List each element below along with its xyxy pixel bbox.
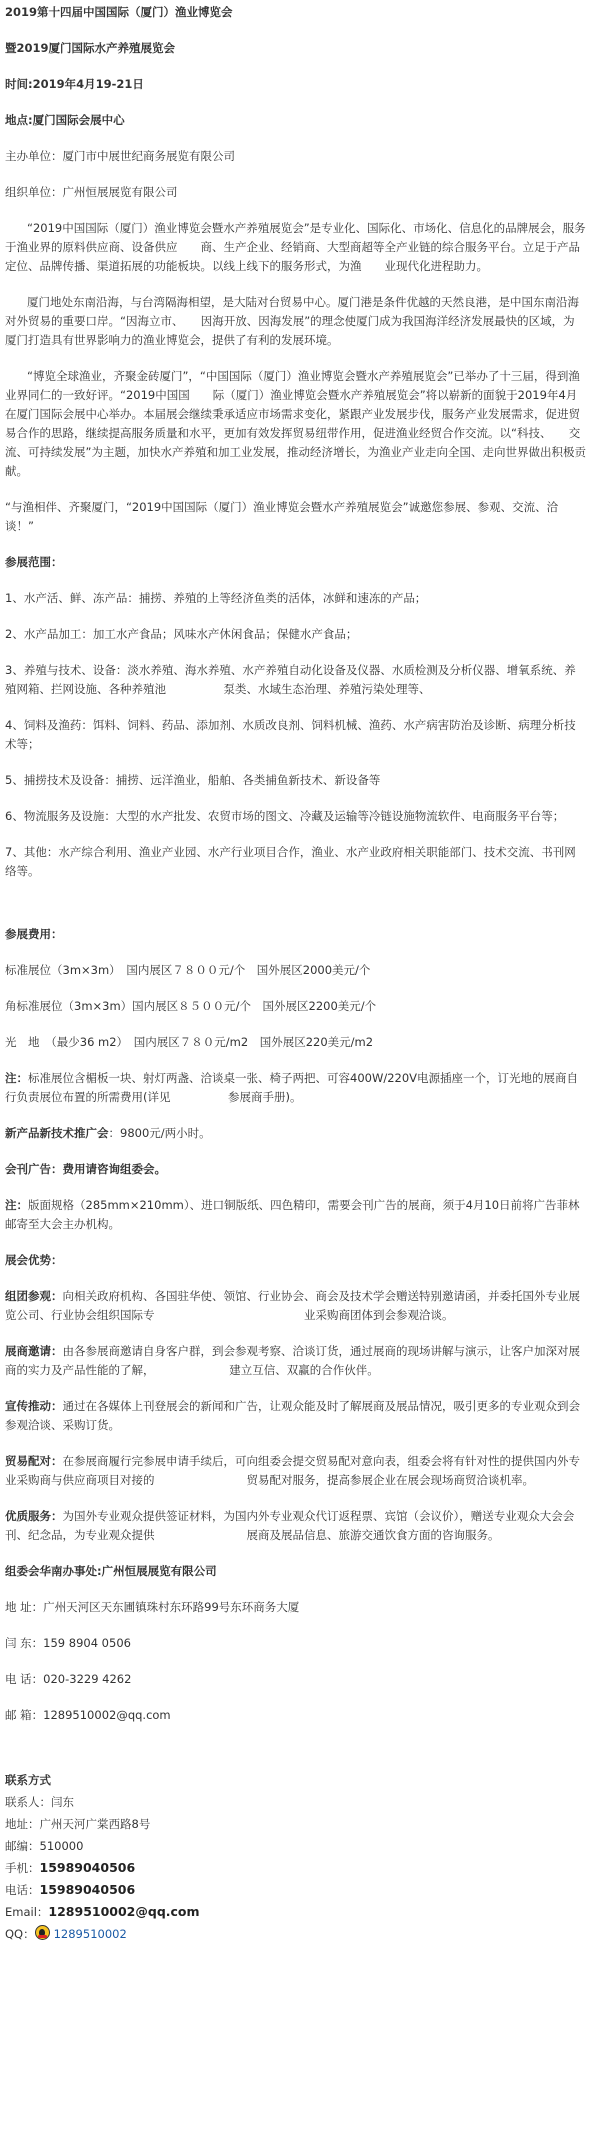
- launch-fee: [5, 1124, 586, 1143]
- intro-paragraph-3: “博览全球渔业，齐聚金砖厦门”，“中国国际（厦门）渔业博览会暨水产养殖展览会”已举办了十三届，得到渔业界同仁的一致好评。“2019中国国 际（厦门）渔业博览会暨水产养殖展览会”将以崭新的面貌于2019年4月在厦门国际会展中心举办。本届展会继续秉承适应市场需求变化，紧跟产业发展步伐，服务产业发展需求，促进贸易合作的思路，继续提高服务质量和水平，更加有效发挥贸易纽带作用，促进渔业经贸合作交流。以“科技、 交流、可持续发展”为主题，加快水产养殖和加工业发展，推动经济增长，为渔业产业走向全国、走向世界做出积极贡献。: [5, 369, 586, 478]
- advantage-item: [5, 1342, 586, 1380]
- contact-person: 联系人：闫东: [5, 1795, 74, 1809]
- ad-note: [5, 1196, 586, 1234]
- advantage-item: [5, 1397, 586, 1435]
- mobile-label: 手机：: [5, 1861, 40, 1875]
- event-venue: 地点:厦门国际会展中心: [5, 113, 125, 127]
- ad-note-text: 版面规格（285mm×210mm）、进口铜版纸、四色精印，需要会刊广告的展商，须于4月10日前将广告菲林邮寄至大会主办机构。: [5, 1198, 580, 1231]
- contact-section: [5, 1769, 586, 1945]
- tel-label: 电话：: [5, 1883, 40, 1897]
- fee-note-text: 标准展位含楣板一块、射灯两盏、洽谈桌一张、椅子两把、可容400W/220V电源插座一个，订光地的展商自行负责展位布置的所需费用(详见 参展商手册)。: [5, 1071, 579, 1104]
- advantage-label: 展商邀请：: [5, 1344, 63, 1358]
- launch-fee-text: ：9800元/两小时。: [108, 1126, 211, 1140]
- launch-fee-label: 新产品新技术推广会: [5, 1126, 109, 1140]
- scope-heading: 参展范围：: [5, 555, 63, 569]
- scope-item: 5、捕捞技术及设备：捕捞、远洋渔业，船舶、各类捕鱼新技术、新设备等: [5, 773, 381, 787]
- fees-heading: 参展费用：: [5, 927, 63, 941]
- contact-tel: [5, 1879, 586, 1901]
- contact-qq: [5, 1923, 586, 1945]
- scope-list: [5, 589, 586, 881]
- contact-postcode: 邮编：510000: [5, 1839, 84, 1853]
- scope-item: 3、养殖与技术、设备：淡水养殖、海水养殖、水产养殖自动化设备及仪器、水质检测及分析仪器、增氧系统、养殖网箱、拦网设施、各种养殖池 泵类、水域生态治理、养殖污染处理等、: [5, 663, 576, 696]
- intro-paragraph-1: “2019中国国际（厦门）渔业博览会暨水产养殖展览会”是专业化、国际化、市场化、信息化的品牌展会，服务于渔业界的原料供应商、设备供应 商、生产企业、经销商、大型商超等全产业链的综合服务平台。立足于产品定位、品牌传播、渠道拓展的功能板块。以线上线下的服务形式，为渔 业现代化进程助力。: [5, 221, 586, 273]
- fee-standard-booth: 标准展位（3m×3m） 国内展区７８００元/个 国外展区2000美元/个: [5, 963, 371, 977]
- mobile-value: 15989040506: [39, 1860, 136, 1875]
- contact-email: [5, 1901, 586, 1923]
- scope-item: 7、其他：水产综合利用、渔业产业园、水产行业项目合作，渔业、水产业政府相关职能部门、技术交流、书刊网络等。: [5, 845, 576, 878]
- host-unit: 主办单位：厦门市中展世纪商务展览有限公司: [5, 149, 235, 163]
- qq-label: QQ：: [5, 1927, 35, 1941]
- email-label: Email：: [5, 1905, 49, 1919]
- advantage-label: 宣传推动：: [5, 1399, 63, 1413]
- contact-heading: 联系方式: [5, 1773, 51, 1787]
- office-heading: 组委会华南办事处:广州恒展展览有限公司: [5, 1564, 217, 1578]
- title-2: 暨2019厦门国际水产养殖展览会: [5, 41, 176, 55]
- advantage-text: 为国外专业观众提供签证材料，为国内外专业观众代订返程票、宾馆（会议价），赠送专业观众大会会刊、纪念品，为专业观众提供 展商及展品信息、旅游交通饮食方面的咨询服务。: [5, 1509, 575, 1542]
- fee-raw-space: 光 地 （最少36 m2） 国内展区７８０元/m2 国外展区220美元/m2: [5, 1035, 374, 1049]
- title-1: 2019第十四届中国国际（厦门）渔业博览会: [5, 5, 233, 19]
- advantage-item: [5, 1452, 586, 1490]
- advantage-label: 贸易配对：: [5, 1454, 63, 1468]
- advantage-text: 在参展商履行完参展申请手续后，可向组委会提交贸易配对意向表，组委会将有针对性的提供国内外专业采购商与供应商项目对接的 贸易配对服务，提高参展企业在展会现场商贸洽谈机率。: [5, 1454, 580, 1487]
- qq-penguin-icon[interactable]: [35, 1925, 50, 1940]
- ad-note-label: 注：: [5, 1198, 28, 1212]
- contact-mobile: [5, 1857, 586, 1879]
- scope-item: 2、水产品加工：加工水产食品；风味水产休闲食品；保健水产食品；: [5, 627, 358, 641]
- office-address: 地 址：广州天河区天东圃镇珠村东环路99号东环商务大厦: [5, 1600, 300, 1614]
- email-value: 1289510002@qq.com: [48, 1904, 200, 1919]
- contact-address: 地址：广州天河广棠西路8号: [5, 1817, 151, 1831]
- advantages-heading: 展会优势：: [5, 1253, 63, 1267]
- advantage-text: 向相关政府机构、各国驻华使、领馆、行业协会、商会及技术学会赠送特别邀请函，并委托国外专业展览公司、行业协会组织国际专 业采购商团体到会参观洽谈。: [5, 1289, 580, 1322]
- fee-note-label: 注：: [5, 1071, 28, 1085]
- advantage-text: 由各参展商邀请自身客户群，到会参观考察、洽谈订货，通过展商的现场讲解与演示，让客户加深对展商的实力及产品性能的了解， 建立互信、双赢的合作伙伴。: [5, 1344, 580, 1377]
- scope-item: 6、物流服务及设施：大型的水产批发、农贸市场的图文、冷藏及运输等冷链设施物流软件、电商服务平台等；: [5, 809, 565, 823]
- qq-link[interactable]: 1289510002: [53, 1927, 127, 1941]
- advantage-label: 组团参观：: [5, 1289, 63, 1303]
- tel-value: 15989040506: [39, 1882, 136, 1897]
- fee-corner-booth: 角标准展位（3m×3m）国内展区８５００元/个 国外展区2200美元/个: [5, 999, 377, 1013]
- office-email: 邮 箱：1289510002@qq.com: [5, 1708, 171, 1722]
- organizer-unit: 组织单位：广州恒展展览有限公司: [5, 185, 178, 199]
- scope-item: 4、饲料及渔药：饵料、饲料、药品、添加剂、水质改良剂、饲料机械、渔药、水产病害防治及诊断、病理分析技术等；: [5, 718, 576, 751]
- intro-paragraph-4: “与渔相伴、齐聚厦门，“2019中国国际（厦门）渔业博览会暨水产养殖展览会”诚邀您参展、参观、交流、洽谈！”: [5, 500, 559, 533]
- event-time: 时间:2019年4月19-21日: [5, 77, 144, 91]
- advantage-item: [5, 1287, 586, 1325]
- intro-paragraph-2: 厦门地处东南沿海，与台湾隔海相望，是大陆对台贸易中心。厦门港是条件优越的天然良港，是中国东南沿海对外贸易的重要口岸。“因海立市、 因海开放、因海发展”的理念使厦门成为我国海洋经济发展最快的区域，为厦门打造具有世界影响力的渔业博览会，提供了有利的发展环境。: [5, 295, 579, 347]
- office-contact: 闫 东：159 8904 0506: [5, 1636, 131, 1650]
- advantage-text: 通过在各媒体上刊登展会的新闻和广告，让观众能及时了解展商及展品情况，吸引更多的专业观众到会参观洽谈、采购订货。: [5, 1399, 580, 1432]
- advantage-label: 优质服务：: [5, 1509, 63, 1523]
- advantage-item: [5, 1507, 586, 1545]
- office-phone: 电 话：020-3229 4262: [5, 1672, 132, 1686]
- ad-fee: 会刊广告：费用请咨询组委会。: [5, 1162, 166, 1176]
- scope-item: 1、水产活、鲜、冻产品：捕捞、养殖的上等经济鱼类的活体，冰鲜和速冻的产品；: [5, 591, 427, 605]
- fee-note: [5, 1069, 586, 1107]
